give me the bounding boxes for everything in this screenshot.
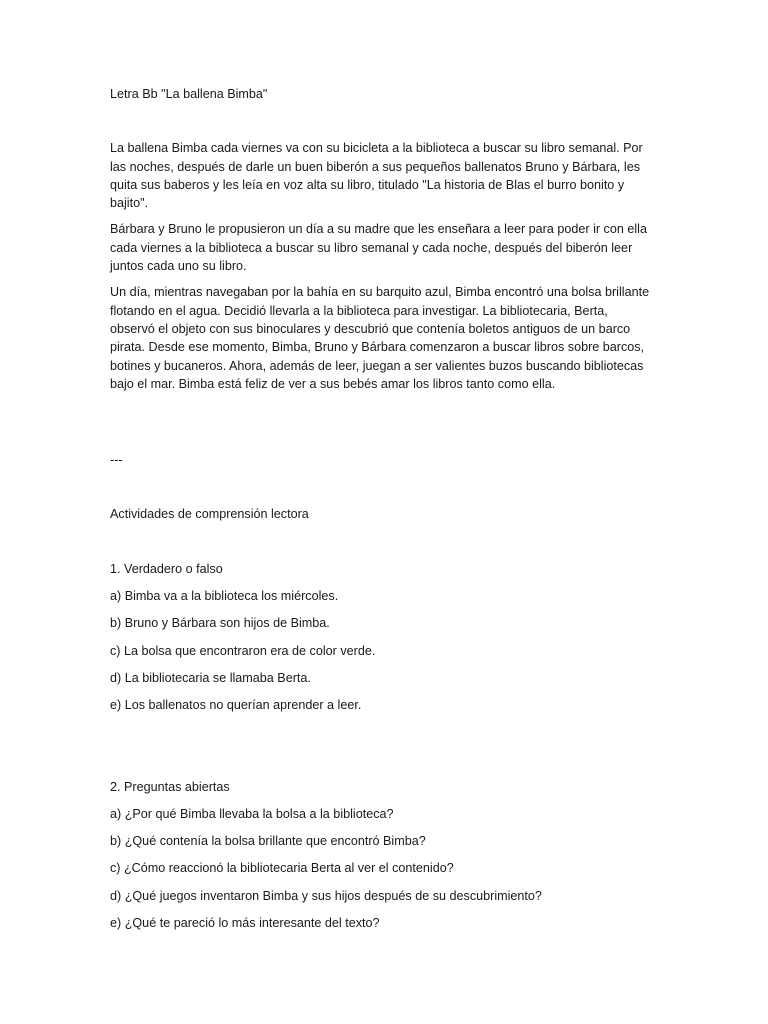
open-question-item: b) ¿Qué contenía la bolsa brillante que encontró Bimba? — [110, 834, 426, 849]
true-false-item: e) Los ballenatos no querían aprender a leer. — [110, 698, 362, 713]
true-false-item: a) Bimba va a la biblioteca los miércoles. — [110, 589, 339, 604]
document-title: Letra Bb "La ballena Bimba" — [110, 87, 268, 101]
activities-heading: Actividades de comprensión lectora — [110, 507, 309, 522]
open-question-item: d) ¿Qué juegos inventaron Bimba y sus hijos después de su descubrimiento? — [110, 888, 542, 903]
story-paragraph: Bárbara y Bruno le propusieron un día a su madre que les enseñara a leer para poder ir con ella cada viernes a la biblioteca a buscar su libro semanal y cada noche, después del biberón leer juntos cada uno su libro. — [110, 222, 647, 274]
story-paragraph: Un día, mientras navegaban por la bahía en su barquito azul, Bimba encontró una bolsa brillante flotando en el agua. Decidió llevarla a la biblioteca para investigar. La bibliotecaria, Berta, observó el objeto con sus binoculares y descubrió que contenía boletos antiguos de un barco pirata. Desde ese momento, Bimba, Bruno y Bárbara comenzaron a buscar libros sobre barcos, botines y bucaneros. Ahora, además de leer, juegan a ser valientes buzos buscando bibliotecas bajo el mar. Bimba está feliz de ver a sus bebés amar los libros tanto como ella. — [110, 285, 650, 391]
document-body — [110, 85, 656, 941]
true-false-item: b) Bruno y Bárbara son hijos de Bimba. — [110, 616, 330, 631]
open-question-item: a) ¿Por qué Bimba llevaba la bolsa a la biblioteca? — [110, 806, 394, 821]
true-false-item: c) La bolsa que encontraron era de color verde. — [110, 643, 376, 658]
open-question-item: e) ¿Qué te pareció lo más interesante del texto? — [110, 916, 380, 931]
open-question-item: c) ¿Cómo reaccionó la bibliotecaria Berta al ver el contenido? — [110, 861, 454, 876]
story-paragraph: La ballena Bimba cada viernes va con su bicicleta a la biblioteca a buscar su libro semanal. Por las noches, después de darle un buen biberón a sus pequeños ballenatos Bruno y Bárbara, les quita sus baberos y les leía en voz alta su libro, titulado "La historia de Blas el burro bonito y bajito". — [110, 141, 643, 211]
true-false-item: d) La bibliotecaria se llamaba Berta. — [110, 670, 311, 685]
true-false-heading: 1. Verdadero o falso — [110, 561, 223, 576]
section-separator: --- — [110, 453, 123, 468]
section-spacer — [110, 724, 656, 778]
open-questions-heading: 2. Preguntas abiertas — [110, 779, 230, 794]
